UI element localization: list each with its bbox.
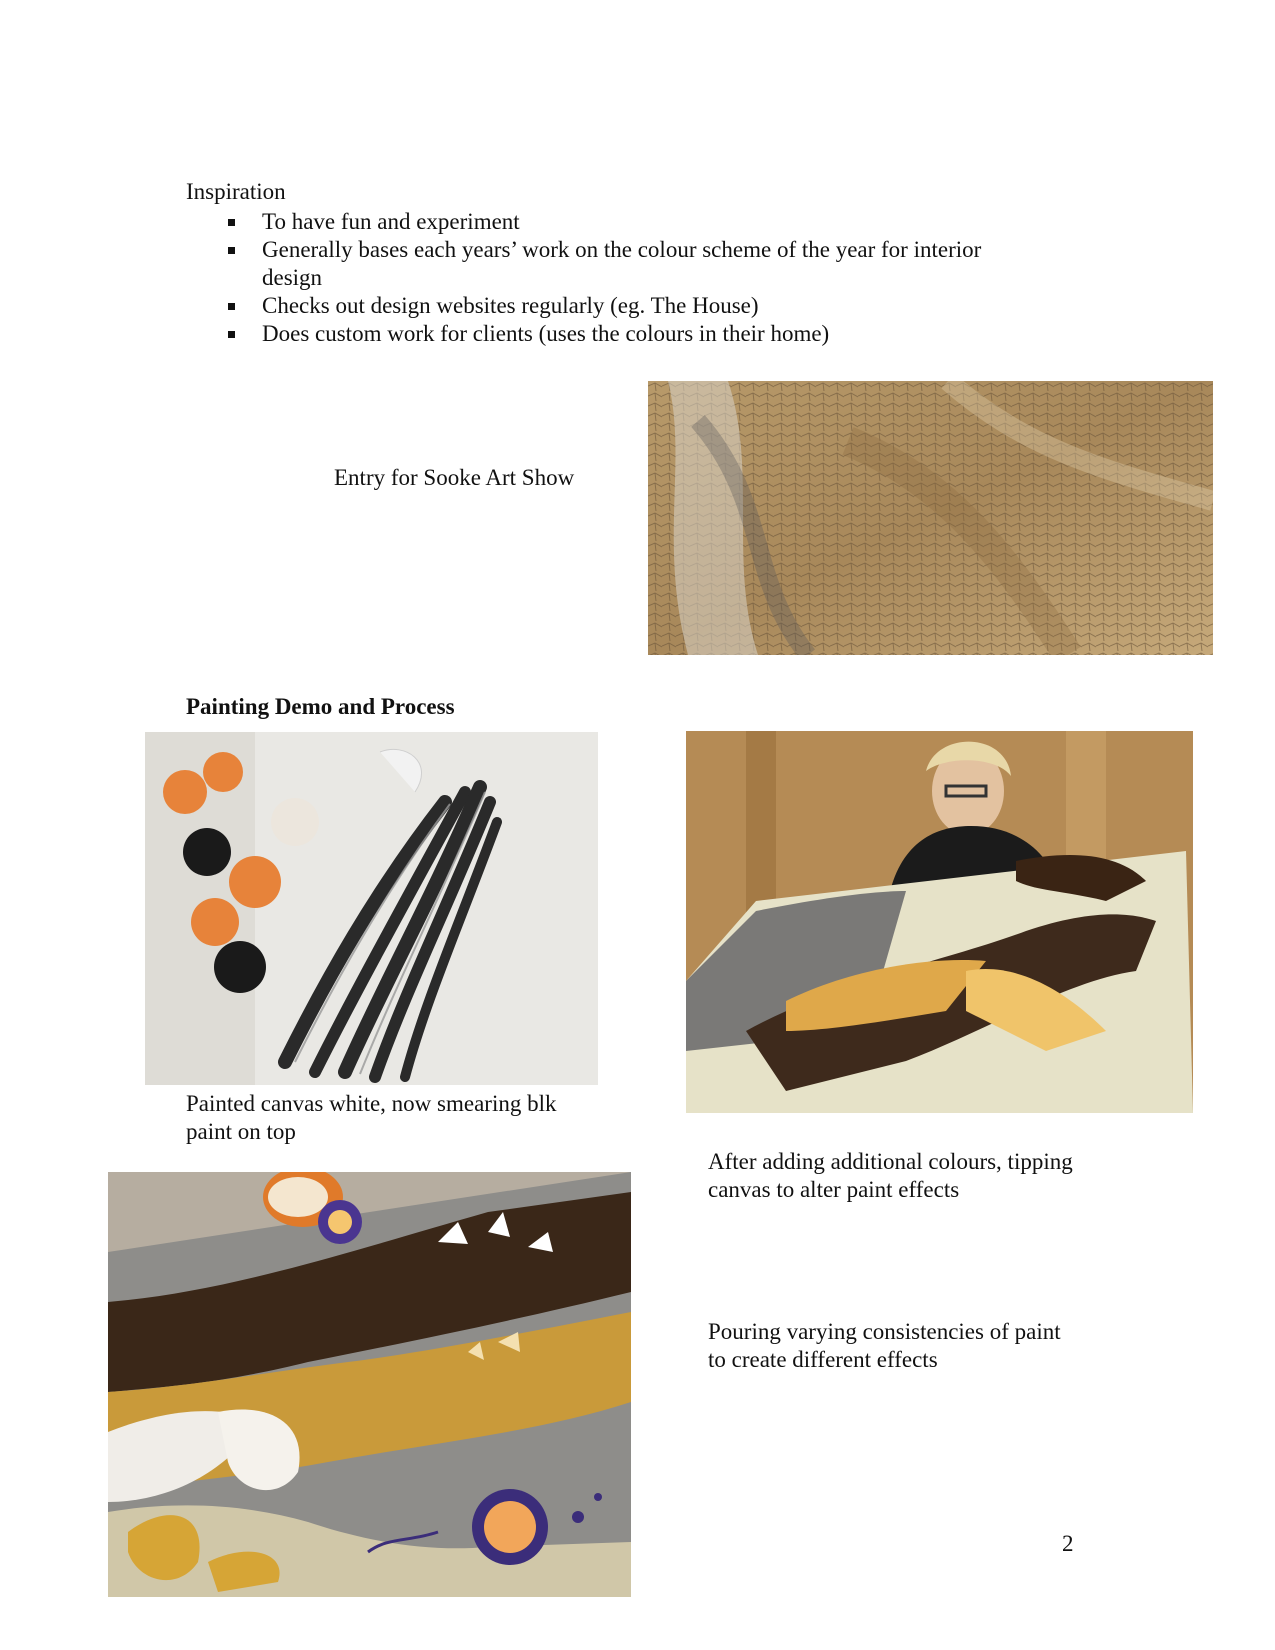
bullet-icon bbox=[228, 219, 235, 226]
list-item: Does custom work for clients (uses the colours in their home) bbox=[186, 320, 1086, 348]
list-item: To have fun and experiment bbox=[186, 208, 1086, 236]
bullet-icon bbox=[228, 247, 235, 254]
caption-tipping: After adding additional colours, tipping canvas to alter paint effects bbox=[708, 1149, 1073, 1202]
entry-caption: Entry for Sooke Art Show bbox=[334, 465, 575, 490]
black-paint-smear-photo bbox=[145, 732, 598, 1085]
sooke-entry-painting-photo bbox=[648, 381, 1213, 655]
caption-smearing: Painted canvas white, now smearing blk paint on top bbox=[186, 1091, 557, 1144]
bullet-icon bbox=[228, 303, 235, 310]
demo-heading: Painting Demo and Process bbox=[186, 694, 455, 719]
list-item: Generally bases each years’ work on the colour scheme of the year for interior design bbox=[186, 236, 982, 292]
inspiration-heading: Inspiration bbox=[186, 179, 286, 204]
bullet-icon bbox=[228, 331, 235, 338]
pouring-paint-photo bbox=[108, 1172, 631, 1597]
list-item: Checks out design websites regularly (eg. The House) bbox=[186, 292, 1086, 320]
inspiration-list bbox=[186, 208, 1086, 348]
page-number: 2 bbox=[1062, 1531, 1074, 1556]
tipping-canvas-photo bbox=[686, 731, 1193, 1113]
caption-pouring: Pouring varying consistencies of paint to create different effects bbox=[708, 1319, 1061, 1372]
